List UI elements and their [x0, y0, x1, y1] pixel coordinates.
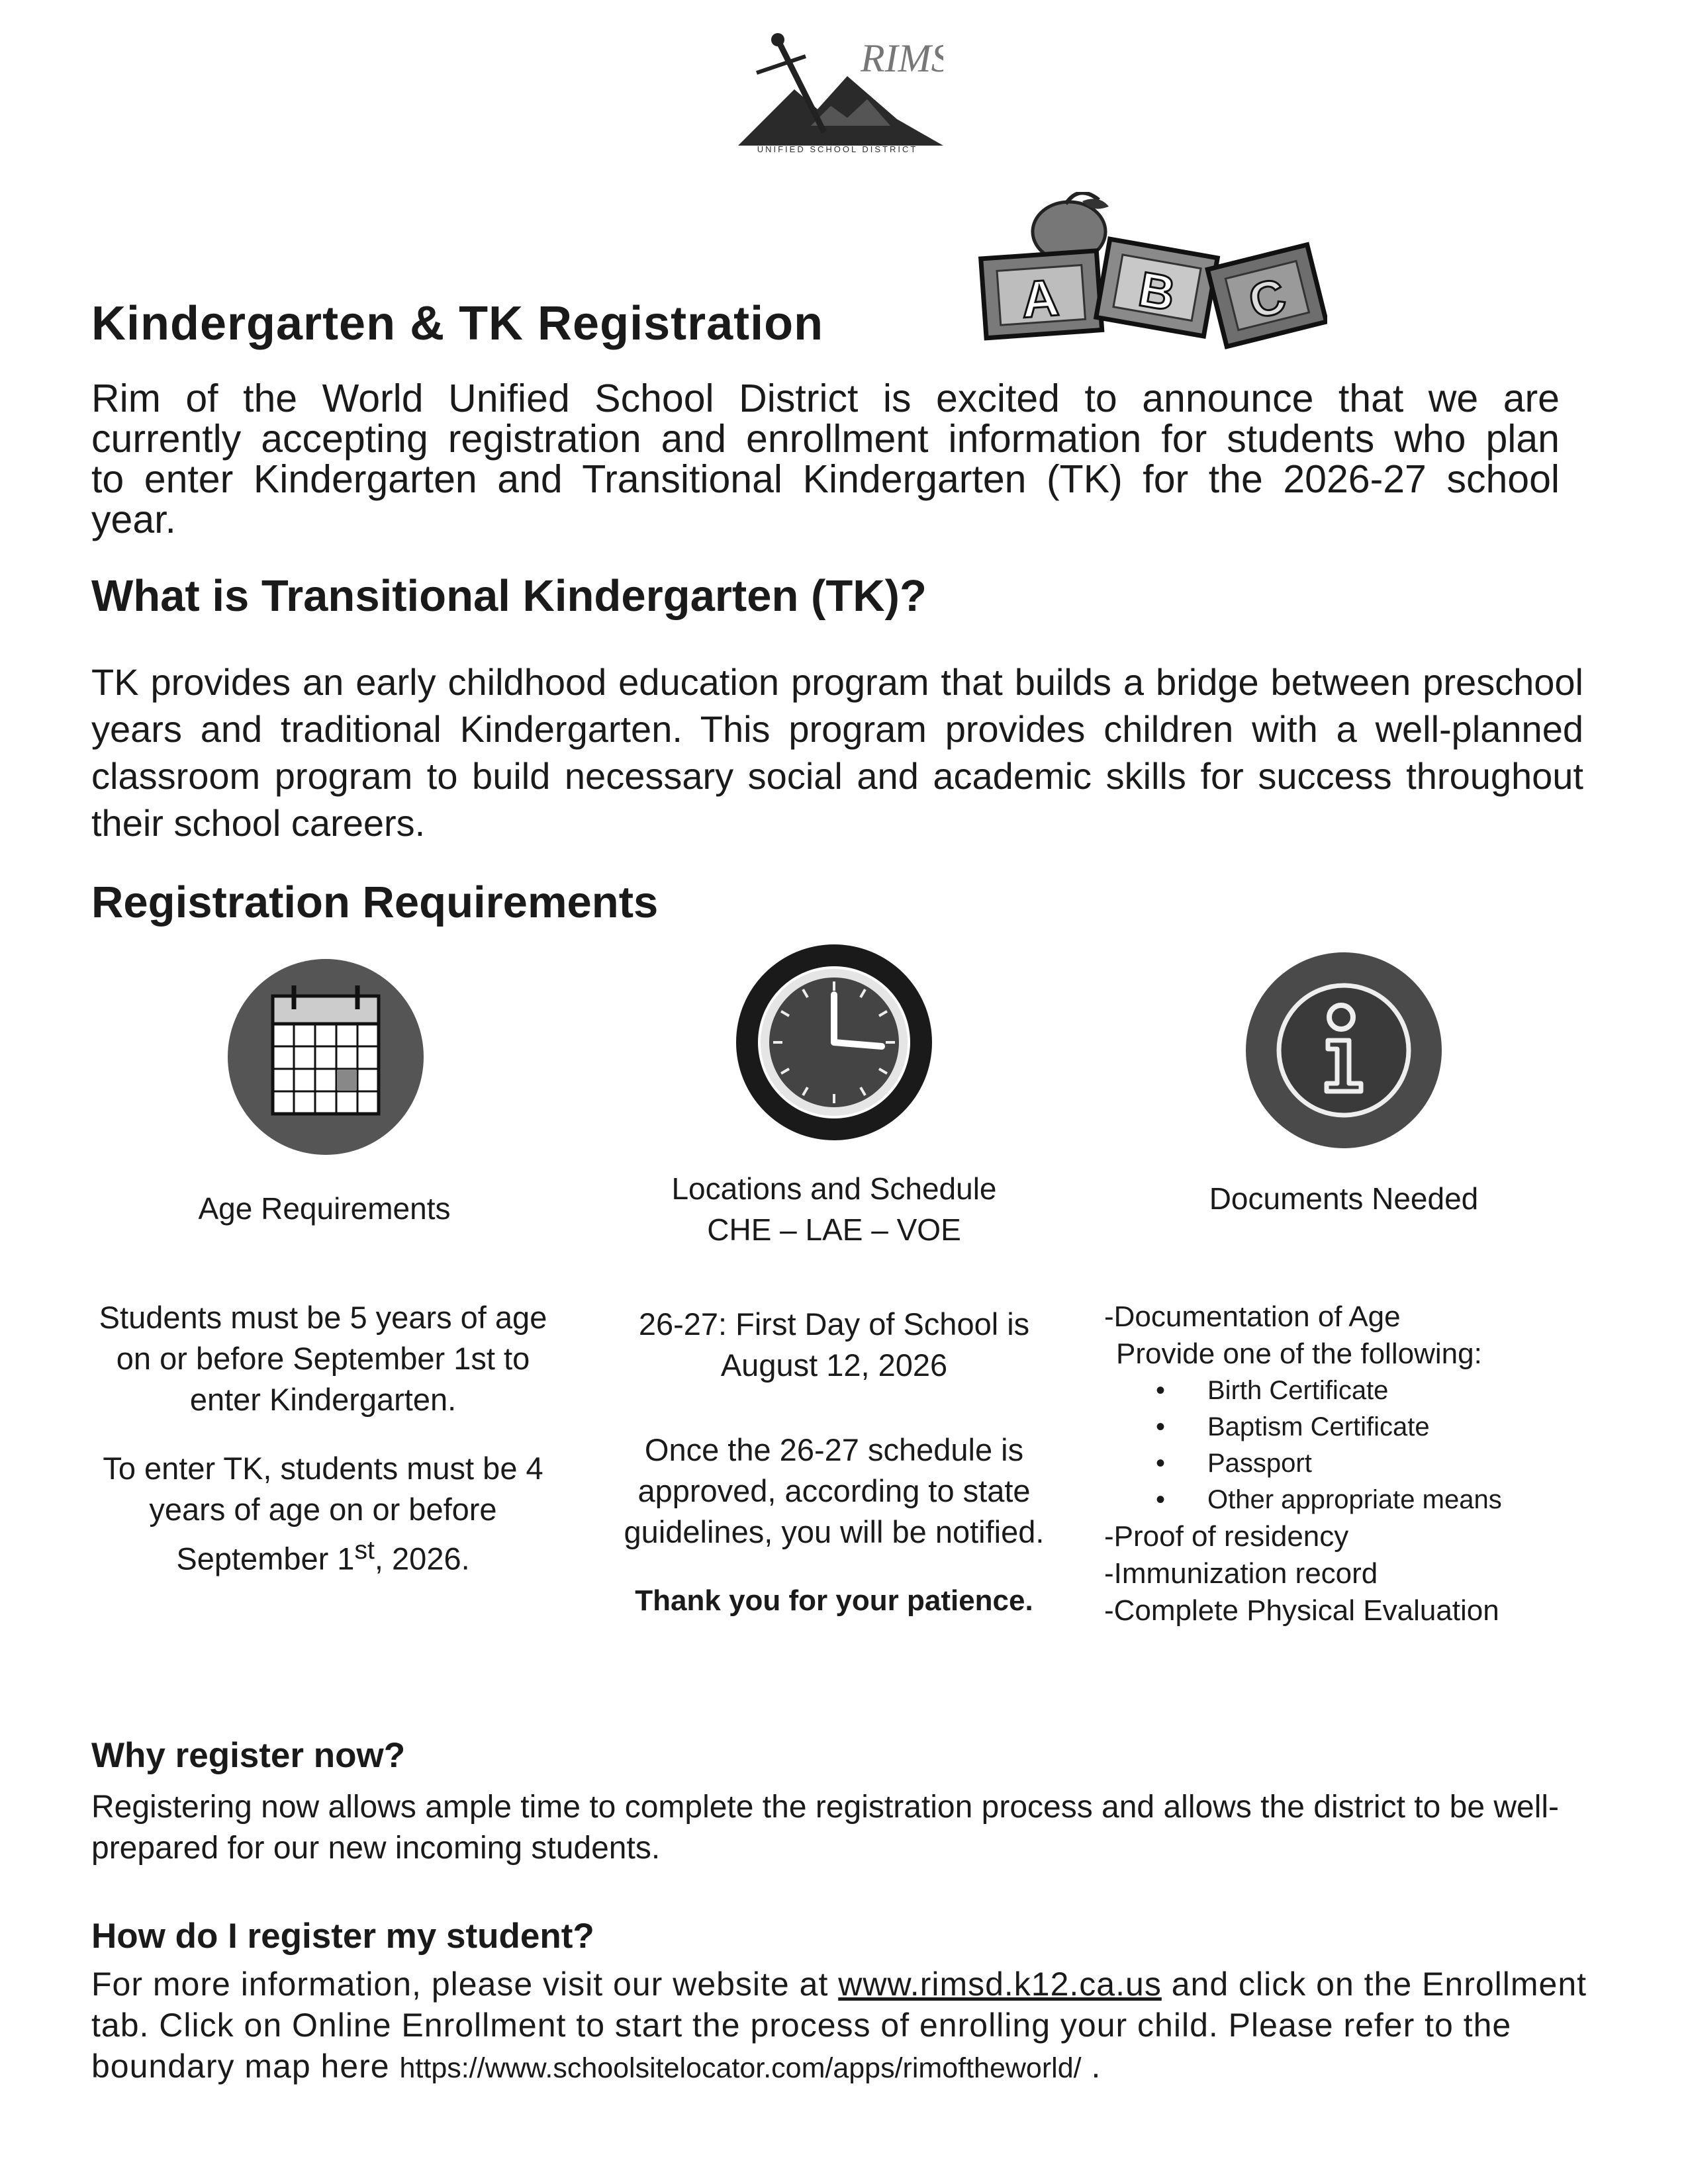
age-requirements-label: Age Requirements — [198, 1191, 451, 1226]
page-title: Kindergarten & TK Registration — [91, 297, 824, 350]
intro-paragraph: Rim of the World Unified School District is excited to announce that we are currently accepting registration and enrollment information for students who plan to enter Kindergarten and Transitional Kindergarten (TK) for the 2026-27 school year. — [91, 377, 1560, 541]
doc-provide-text: Provide one of the following: — [1116, 1338, 1482, 1370]
logo-caption: UNIFIED SCHOOL DISTRICT — [757, 144, 918, 154]
boundary-map-link[interactable]: https://www.schoolsitelocator.com/apps/rimoftheworld/ — [399, 2052, 1082, 2084]
requirements-heading: Registration Requirements — [91, 878, 659, 927]
abc-blocks-illustration — [966, 192, 1327, 351]
tk-age-text — [85, 1448, 561, 1580]
doc-option-baptism-certificate: • Baptism Certificate — [1207, 1409, 1581, 1445]
doc-option-passport: • Passport — [1207, 1445, 1581, 1482]
tk-heading: What is Transitional Kindergarten (TK)? — [91, 571, 927, 621]
doc-residency-item: -Proof of residency — [1104, 1520, 1349, 1553]
locations-label-schools: CHE – LAE – VOE — [707, 1212, 961, 1247]
doc-option-other: • Other appropriate means — [1207, 1482, 1581, 1518]
tk-age-text-main: To enter TK, students must be 4 years of age on or before September 1 — [103, 1451, 543, 1576]
info-icon — [1244, 951, 1443, 1150]
schedule-approval-text: Once the 26-27 schedule is approved, according to state guidelines, you will be notified. — [624, 1432, 1045, 1549]
kindergarten-age-text: Students must be 5 years of age on or before September 1st to enter Kindergarten. — [99, 1300, 547, 1417]
district-website-link[interactable]: www.rimsd.k12.ca.us — [838, 1966, 1162, 2003]
documents-list — [1104, 1298, 1581, 1629]
documents-needed-label: Documents Needed — [1209, 1181, 1479, 1216]
doc-immunization-item: -Immunization record — [1104, 1557, 1378, 1590]
why-register-heading: Why register now? — [91, 1736, 406, 1775]
tk-description: TK provides an early childhood education program that builds a bridge between preschool years and traditional Kindergarten. This program provides children with a well-planned classroom program to build necessary social and academic skills for success throughout their school careers. — [91, 661, 1583, 844]
block-letter-c: C — [1243, 267, 1291, 330]
how-text-intro: For more information, please visit our website at — [91, 1966, 839, 2003]
why-register-text: Registering now allows ample time to complete the registration process and allows the district to be well-prepared for our new incoming students. — [91, 1790, 1560, 1866]
block-letter-a: A — [1019, 268, 1061, 329]
thank-you-text: Thank you for your patience. — [635, 1584, 1033, 1617]
how-text-middle: and click on the Enrollment tab. Click on Online Enrollment to start the process of enrolling your child. Please refer to the boundary map here — [91, 1966, 1587, 2085]
doc-options-list — [1104, 1373, 1581, 1518]
how-register-heading: How do I register my student? — [91, 1917, 594, 1956]
tk-age-superscript: st — [354, 1536, 375, 1565]
logo-text: RIMS — [861, 36, 943, 80]
clock-icon — [735, 943, 933, 1142]
doc-age-item: -Documentation of Age — [1104, 1300, 1401, 1333]
calendar-icon — [226, 958, 425, 1156]
doc-physical-item: -Complete Physical Evaluation — [1104, 1594, 1499, 1627]
locations-label-title: Locations and Schedule — [671, 1171, 997, 1206]
how-text-end: . — [1081, 2048, 1102, 2085]
block-letter-b: B — [1135, 261, 1180, 322]
tk-age-text-end: , 2026. — [374, 1541, 470, 1576]
how-register-text — [91, 1964, 1587, 2089]
doc-option-birth-certificate: • Birth Certificate — [1207, 1373, 1581, 1409]
locations-label — [609, 1168, 1059, 1250]
district-logo — [731, 26, 943, 165]
first-day-text: 26-27: First Day of School is August 12, 2026 — [638, 1306, 1030, 1383]
